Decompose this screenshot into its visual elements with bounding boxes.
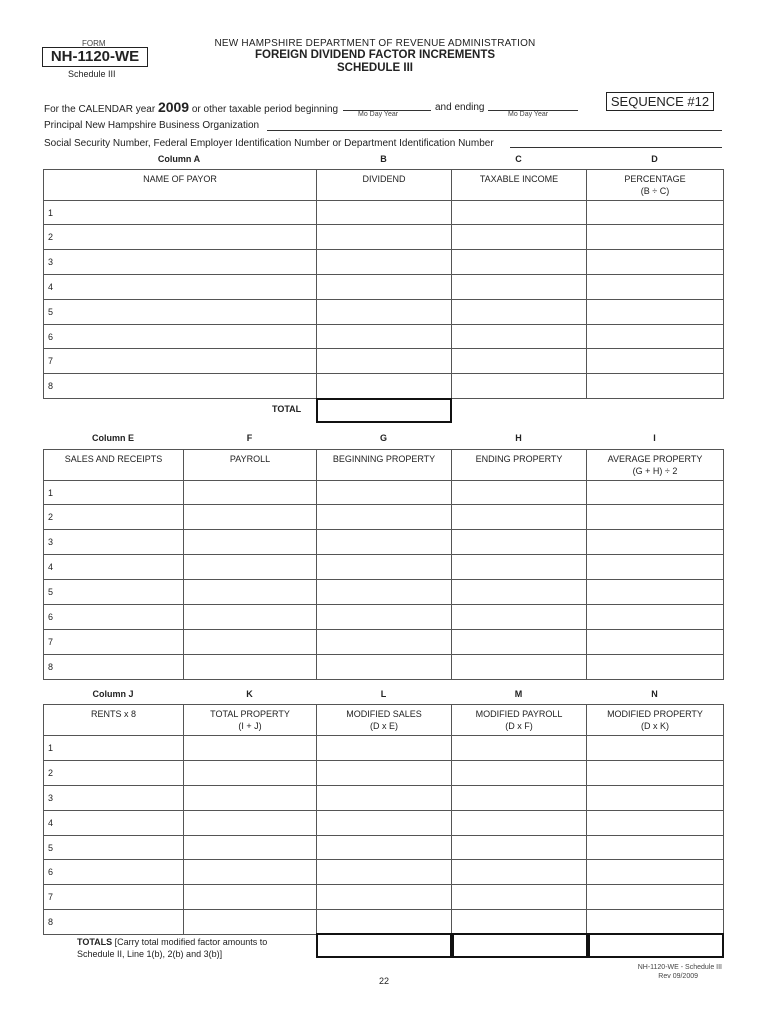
header-percentage: PERCENTAGE (B ÷ C) bbox=[587, 170, 724, 201]
header-payroll: PAYROLL bbox=[184, 450, 317, 481]
average-property-cell[interactable] bbox=[587, 655, 724, 680]
page-number: 22 bbox=[379, 976, 390, 986]
percentage-cell[interactable] bbox=[587, 201, 724, 225]
beginning-property-cell[interactable] bbox=[317, 605, 452, 630]
ending-property-cell[interactable] bbox=[452, 530, 587, 555]
percentage-cell[interactable] bbox=[587, 275, 724, 300]
total-property-cell[interactable] bbox=[184, 786, 317, 811]
payroll-cell[interactable] bbox=[184, 505, 317, 530]
footer-form-ref: NH-1120-WE - Schedule III bbox=[637, 964, 722, 971]
modified-property-cell[interactable] bbox=[587, 736, 724, 761]
table-row[interactable]: 8 bbox=[44, 910, 184, 935]
modified-payroll-cell[interactable] bbox=[452, 761, 587, 786]
average-property-cell[interactable] bbox=[587, 481, 724, 505]
dividend-cell[interactable] bbox=[317, 225, 452, 250]
modified-property-total-box[interactable] bbox=[588, 933, 724, 958]
modified-sales-cell[interactable] bbox=[317, 736, 452, 761]
dividend-total-box[interactable] bbox=[316, 398, 452, 423]
table-row[interactable]: 8 bbox=[44, 655, 184, 680]
header-dividend: DIVIDEND bbox=[317, 170, 452, 201]
modified-sales-cell[interactable] bbox=[317, 860, 452, 885]
header-sales-and-receipts: SALES AND RECEIPTS bbox=[44, 450, 184, 481]
header-modified-payroll: MODIFIED PAYROLL (D x F) bbox=[452, 705, 587, 736]
beginning-property-cell[interactable] bbox=[317, 505, 452, 530]
modified-sales-cell[interactable] bbox=[317, 761, 452, 786]
form-number: NH-1120-WE bbox=[42, 47, 148, 67]
form-title: FOREIGN DIVIDEND FACTOR INCREMENTS bbox=[254, 49, 496, 61]
table-row[interactable]: 5 bbox=[44, 580, 184, 605]
average-property-cell[interactable] bbox=[587, 555, 724, 580]
dividend-cell[interactable] bbox=[317, 275, 452, 300]
modified-sales-cell[interactable] bbox=[317, 836, 452, 860]
beginning-property-cell[interactable] bbox=[317, 655, 452, 680]
modified-factor-table bbox=[43, 704, 724, 935]
header-modified-sales: MODIFIED SALES (D x E) bbox=[317, 705, 452, 736]
column-k-letter: K bbox=[246, 689, 253, 699]
taxable-income-cell[interactable] bbox=[452, 374, 587, 399]
and-ending-label: and ending bbox=[435, 102, 485, 113]
payroll-cell[interactable] bbox=[184, 630, 317, 655]
taxable-income-cell[interactable] bbox=[452, 225, 587, 250]
modified-sales-cell[interactable] bbox=[317, 786, 452, 811]
header-total-property: TOTAL PROPERTY (I + J) bbox=[184, 705, 317, 736]
payroll-cell[interactable] bbox=[184, 580, 317, 605]
calendar-year: 2009 bbox=[157, 99, 190, 115]
total-property-cell[interactable] bbox=[184, 736, 317, 761]
percentage-cell[interactable] bbox=[587, 225, 724, 250]
table-row[interactable]: 2 bbox=[44, 761, 184, 786]
modified-sales-cell[interactable] bbox=[317, 885, 452, 910]
table-row[interactable]: 7 bbox=[44, 349, 317, 374]
begin-date-hint: Mo Day Year bbox=[358, 111, 399, 118]
payroll-cell[interactable] bbox=[184, 530, 317, 555]
column-c-letter: C bbox=[515, 154, 522, 164]
payroll-cell[interactable] bbox=[184, 605, 317, 630]
modified-property-cell[interactable] bbox=[587, 836, 724, 860]
table-row[interactable]: 4 bbox=[44, 555, 184, 580]
table-row[interactable]: 2 bbox=[44, 225, 317, 250]
modified-sales-cell[interactable] bbox=[317, 811, 452, 836]
average-property-cell[interactable] bbox=[587, 605, 724, 630]
table-row[interactable]: 1 bbox=[44, 736, 184, 761]
column-e-letter: Column E bbox=[92, 433, 134, 443]
modified-payroll-cell[interactable] bbox=[452, 811, 587, 836]
total-property-cell[interactable] bbox=[184, 761, 317, 786]
dividend-cell[interactable] bbox=[317, 201, 452, 225]
ending-property-cell[interactable] bbox=[452, 605, 587, 630]
sequence-box: SEQUENCE #12 bbox=[606, 92, 714, 111]
table-row[interactable]: 6 bbox=[44, 860, 184, 885]
table-row[interactable]: 8 bbox=[44, 374, 317, 399]
modified-payroll-cell[interactable] bbox=[452, 910, 587, 935]
totals-note: TOTALS [Carry total modified factor amounts to Schedule II, Line 1(b), 2(b) and 3(b)] bbox=[77, 937, 268, 959]
modified-property-cell[interactable] bbox=[587, 910, 724, 935]
average-property-cell[interactable] bbox=[587, 530, 724, 555]
table-row[interactable]: 4 bbox=[44, 275, 317, 300]
average-property-cell[interactable] bbox=[587, 505, 724, 530]
modified-payroll-cell[interactable] bbox=[452, 786, 587, 811]
percentage-cell[interactable] bbox=[587, 374, 724, 399]
principal-org-label: Principal New Hampshire Business Organization bbox=[44, 120, 260, 131]
taxable-income-cell[interactable] bbox=[452, 250, 587, 275]
column-h-letter: H bbox=[515, 433, 522, 443]
modified-property-cell[interactable] bbox=[587, 811, 724, 836]
modified-payroll-cell[interactable] bbox=[452, 736, 587, 761]
modified-property-cell[interactable] bbox=[587, 761, 724, 786]
ssn-label: Social Security Number, Federal Employer Identification Number or Department Identification Number bbox=[44, 138, 494, 149]
modified-payroll-cell[interactable] bbox=[452, 836, 587, 860]
modified-sales-cell[interactable] bbox=[317, 910, 452, 935]
column-j-letter: Column J bbox=[92, 689, 134, 699]
modified-property-cell[interactable] bbox=[587, 885, 724, 910]
table-row[interactable]: 4 bbox=[44, 811, 184, 836]
total-property-cell[interactable] bbox=[184, 860, 317, 885]
modified-property-cell[interactable] bbox=[587, 786, 724, 811]
total-property-cell[interactable] bbox=[184, 910, 317, 935]
ending-property-cell[interactable] bbox=[452, 481, 587, 505]
schedule-label: Schedule III bbox=[68, 69, 116, 79]
dividend-cell[interactable] bbox=[317, 250, 452, 275]
header-name-of-payor: NAME OF PAYOR bbox=[44, 170, 317, 201]
total-label: TOTAL bbox=[272, 404, 302, 414]
department-name: NEW HAMPSHIRE DEPARTMENT OF REVENUE ADMINISTRATION bbox=[214, 38, 536, 49]
taxable-income-cell[interactable] bbox=[452, 201, 587, 225]
table-row[interactable]: 3 bbox=[44, 530, 184, 555]
ssn-field[interactable] bbox=[510, 147, 722, 148]
taxable-income-cell[interactable] bbox=[452, 349, 587, 374]
beginning-property-cell[interactable] bbox=[317, 530, 452, 555]
table-row[interactable]: 3 bbox=[44, 786, 184, 811]
column-n-letter: N bbox=[651, 689, 658, 699]
percentage-cell[interactable] bbox=[587, 300, 724, 325]
header-rents: RENTS x 8 bbox=[44, 705, 184, 736]
modified-payroll-cell[interactable] bbox=[452, 885, 587, 910]
dividend-cell[interactable] bbox=[317, 325, 452, 349]
ending-property-cell[interactable] bbox=[452, 630, 587, 655]
total-property-cell[interactable] bbox=[184, 885, 317, 910]
table-row[interactable]: 6 bbox=[44, 605, 184, 630]
period-line bbox=[44, 99, 338, 115]
modified-sales-total-box[interactable] bbox=[316, 933, 452, 958]
percentage-cell[interactable] bbox=[587, 325, 724, 349]
average-property-cell[interactable] bbox=[587, 580, 724, 605]
beginning-property-cell[interactable] bbox=[317, 481, 452, 505]
table-row[interactable]: 6 bbox=[44, 325, 317, 349]
total-property-cell[interactable] bbox=[184, 811, 317, 836]
percentage-cell[interactable] bbox=[587, 349, 724, 374]
dividend-cell[interactable] bbox=[317, 300, 452, 325]
column-b-letter: B bbox=[380, 154, 387, 164]
table-row[interactable]: 7 bbox=[44, 885, 184, 910]
percentage-cell[interactable] bbox=[587, 250, 724, 275]
table-row[interactable]: 1 bbox=[44, 481, 184, 505]
column-f-letter: F bbox=[246, 433, 253, 443]
column-m-letter: M bbox=[514, 689, 523, 699]
taxable-income-cell[interactable] bbox=[452, 325, 587, 349]
header-modified-property: MODIFIED PROPERTY (D x K) bbox=[587, 705, 724, 736]
dividend-cell[interactable] bbox=[317, 349, 452, 374]
beginning-property-cell[interactable] bbox=[317, 555, 452, 580]
end-date-hint: Mo Day Year bbox=[508, 111, 549, 118]
payroll-cell[interactable] bbox=[184, 481, 317, 505]
table-row[interactable]: 5 bbox=[44, 836, 184, 860]
header-beginning-property: BEGINNING PROPERTY bbox=[317, 450, 452, 481]
table-row[interactable]: 7 bbox=[44, 630, 184, 655]
table-row[interactable]: 5 bbox=[44, 300, 317, 325]
payroll-cell[interactable] bbox=[184, 655, 317, 680]
dividend-cell[interactable] bbox=[317, 374, 452, 399]
ending-property-cell[interactable] bbox=[452, 580, 587, 605]
ending-property-cell[interactable] bbox=[452, 505, 587, 530]
taxable-income-cell[interactable] bbox=[452, 300, 587, 325]
column-g-letter: G bbox=[379, 433, 387, 443]
column-l-letter: L bbox=[380, 689, 387, 699]
form-label: FORM bbox=[82, 39, 106, 48]
payroll-cell[interactable] bbox=[184, 555, 317, 580]
modified-payroll-cell[interactable] bbox=[452, 860, 587, 885]
header-taxable-income: TAXABLE INCOME bbox=[452, 170, 587, 201]
total-property-cell[interactable] bbox=[184, 836, 317, 860]
table-row[interactable]: 1 bbox=[44, 201, 317, 225]
dividend-table bbox=[43, 169, 724, 399]
period-middle: or other taxable period beginning bbox=[191, 104, 339, 115]
beginning-property-cell[interactable] bbox=[317, 630, 452, 655]
period-prefix: For the CALENDAR year bbox=[44, 104, 156, 115]
table-row[interactable]: 2 bbox=[44, 505, 184, 530]
taxable-income-cell[interactable] bbox=[452, 275, 587, 300]
ending-property-cell[interactable] bbox=[452, 555, 587, 580]
modified-payroll-total-box[interactable] bbox=[452, 933, 588, 958]
principal-org-field[interactable] bbox=[267, 130, 722, 131]
form-subtitle: SCHEDULE III bbox=[336, 62, 414, 74]
modified-property-cell[interactable] bbox=[587, 860, 724, 885]
factor-table bbox=[43, 449, 724, 680]
column-d-letter: D bbox=[651, 154, 658, 164]
beginning-property-cell[interactable] bbox=[317, 580, 452, 605]
column-a-letter: Column A bbox=[157, 154, 201, 164]
header-average-property: AVERAGE PROPERTY (G + H) ÷ 2 bbox=[587, 450, 724, 481]
table-row[interactable]: 3 bbox=[44, 250, 317, 275]
footer-revision: Rev 09/2009 bbox=[658, 973, 698, 980]
average-property-cell[interactable] bbox=[587, 630, 724, 655]
column-i-letter: I bbox=[653, 433, 656, 443]
ending-property-cell[interactable] bbox=[452, 655, 587, 680]
header-ending-property: ENDING PROPERTY bbox=[452, 450, 587, 481]
